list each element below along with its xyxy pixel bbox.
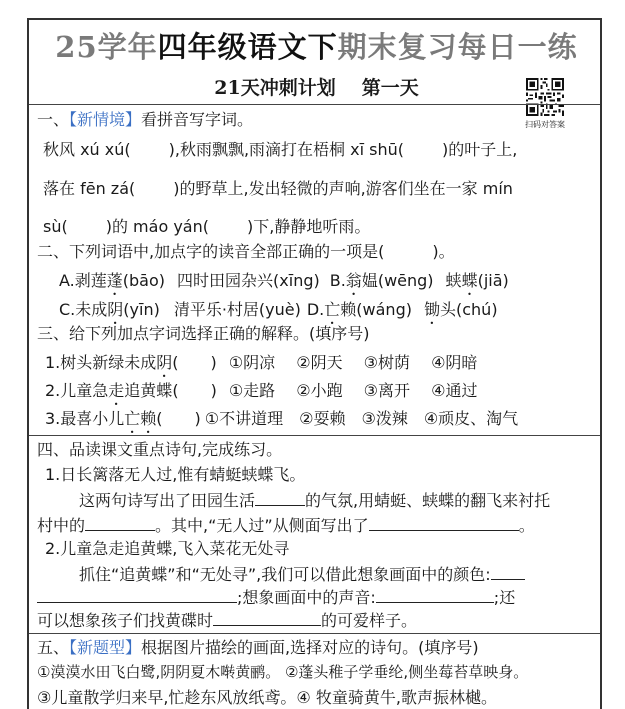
divider (29, 633, 600, 634)
divider (29, 435, 600, 436)
poem-options-line-1: ①漠漠水田飞白鹭,阴阴夏木啭黄鹂。 ②蓬头稚子学垂纶,侧坐莓苔草映身。 (37, 663, 529, 681)
section-1-line-2: 落在 fēn zá( )的野草上,发出轻微的声响,游客们坐在一家 mín (43, 179, 513, 198)
answer-blank[interactable] (85, 514, 155, 531)
answer-line-1: 这两句诗写出了田园生活 的气氛,用蜻蜓、蛱蝶的翻飞来衬托 (79, 491, 551, 510)
answer-line-2: 村中的 。其中,“无人过”从侧面写出了 。 (37, 516, 535, 535)
divider (29, 104, 600, 105)
option-c-d-line: C.未成阴(yīn) 清平乐·村居(yuè) D.亡赖(wáng) 锄头(chú) (59, 300, 498, 319)
answer-blank[interactable] (369, 514, 519, 531)
section-4-heading: 四、品读课文重点诗句,完成练习。 (37, 440, 283, 459)
section-2-heading: 二、下列词语中,加点字的读音全部正确的一项是( )。 (37, 242, 455, 261)
worksheet (27, 18, 602, 709)
qr-caption: 扫码对答案 (525, 120, 565, 129)
section-5-heading: 五、【新题型】根据图片描绘的画面,选择对应的诗句。(填序号) (37, 638, 479, 657)
answer-blank[interactable] (213, 609, 321, 626)
option-a-c-line: A.剥莲蓬(bāo) 四时田园杂兴(xīng) B.翁媪(wēng) 蛱蝶(jiā) (59, 271, 509, 290)
poem-line-2: 2.儿童急走追黄蝶,飞入菜花无处寻 (45, 539, 290, 558)
answer-line-4: ;想象画面中的声音: ;还 (37, 586, 612, 609)
page-subtitle: 21天冲刺计划 第一天 (214, 77, 419, 99)
section-1-line-3: sù( )的 máo yán( )下,静静地听雨。 (43, 217, 371, 236)
answer-line-5: 可以想象孩子们找黄碟时 的可爱样子。 (37, 611, 418, 630)
poem-options-line-2: ③儿童散学归来早,忙趁东风放纸鸢。④ 牧童骑黄牛,歌声振林樾。 (37, 688, 497, 707)
question-3-1: 1.树头新绿未成阴( ) ①阴凉 ②阴天 ③树荫 ④阴暗 (45, 353, 478, 372)
answer-blank[interactable] (37, 586, 237, 603)
question-3-3: 3.最喜小儿亡赖( ) ①不讲道理 ②耍赖 ③泼辣 ④顽皮、淘气 (45, 409, 519, 428)
section-3-heading: 三、给下列加点字词选择正确的解释。(填序号) (37, 324, 370, 343)
section-1-heading: 一、【新情境】看拼音写字词。 (37, 110, 254, 129)
answer-blank[interactable] (255, 489, 305, 506)
poem-line-1: 1.日长篱落无人过,惟有蜻蜓蛱蝶飞。 (45, 465, 306, 484)
answer-blank[interactable] (491, 563, 525, 580)
page-title: 25学年四年级语文下期末复习每日一练 (55, 30, 578, 64)
section-1-line-1: 秋风 xú xú( ),秋雨飘飘,雨滴打在梧桐 xī shū( )的叶子上, (43, 140, 518, 159)
question-3-2: 2.儿童急走追黄蝶( ) ①走路 ②小跑 ③离开 ④通过 (45, 381, 478, 400)
answer-blank[interactable] (376, 586, 494, 603)
answer-line-3: 抓住“追黄蝶”和“无处寻”,我们可以借此想象画面中的颜色: (79, 563, 625, 586)
